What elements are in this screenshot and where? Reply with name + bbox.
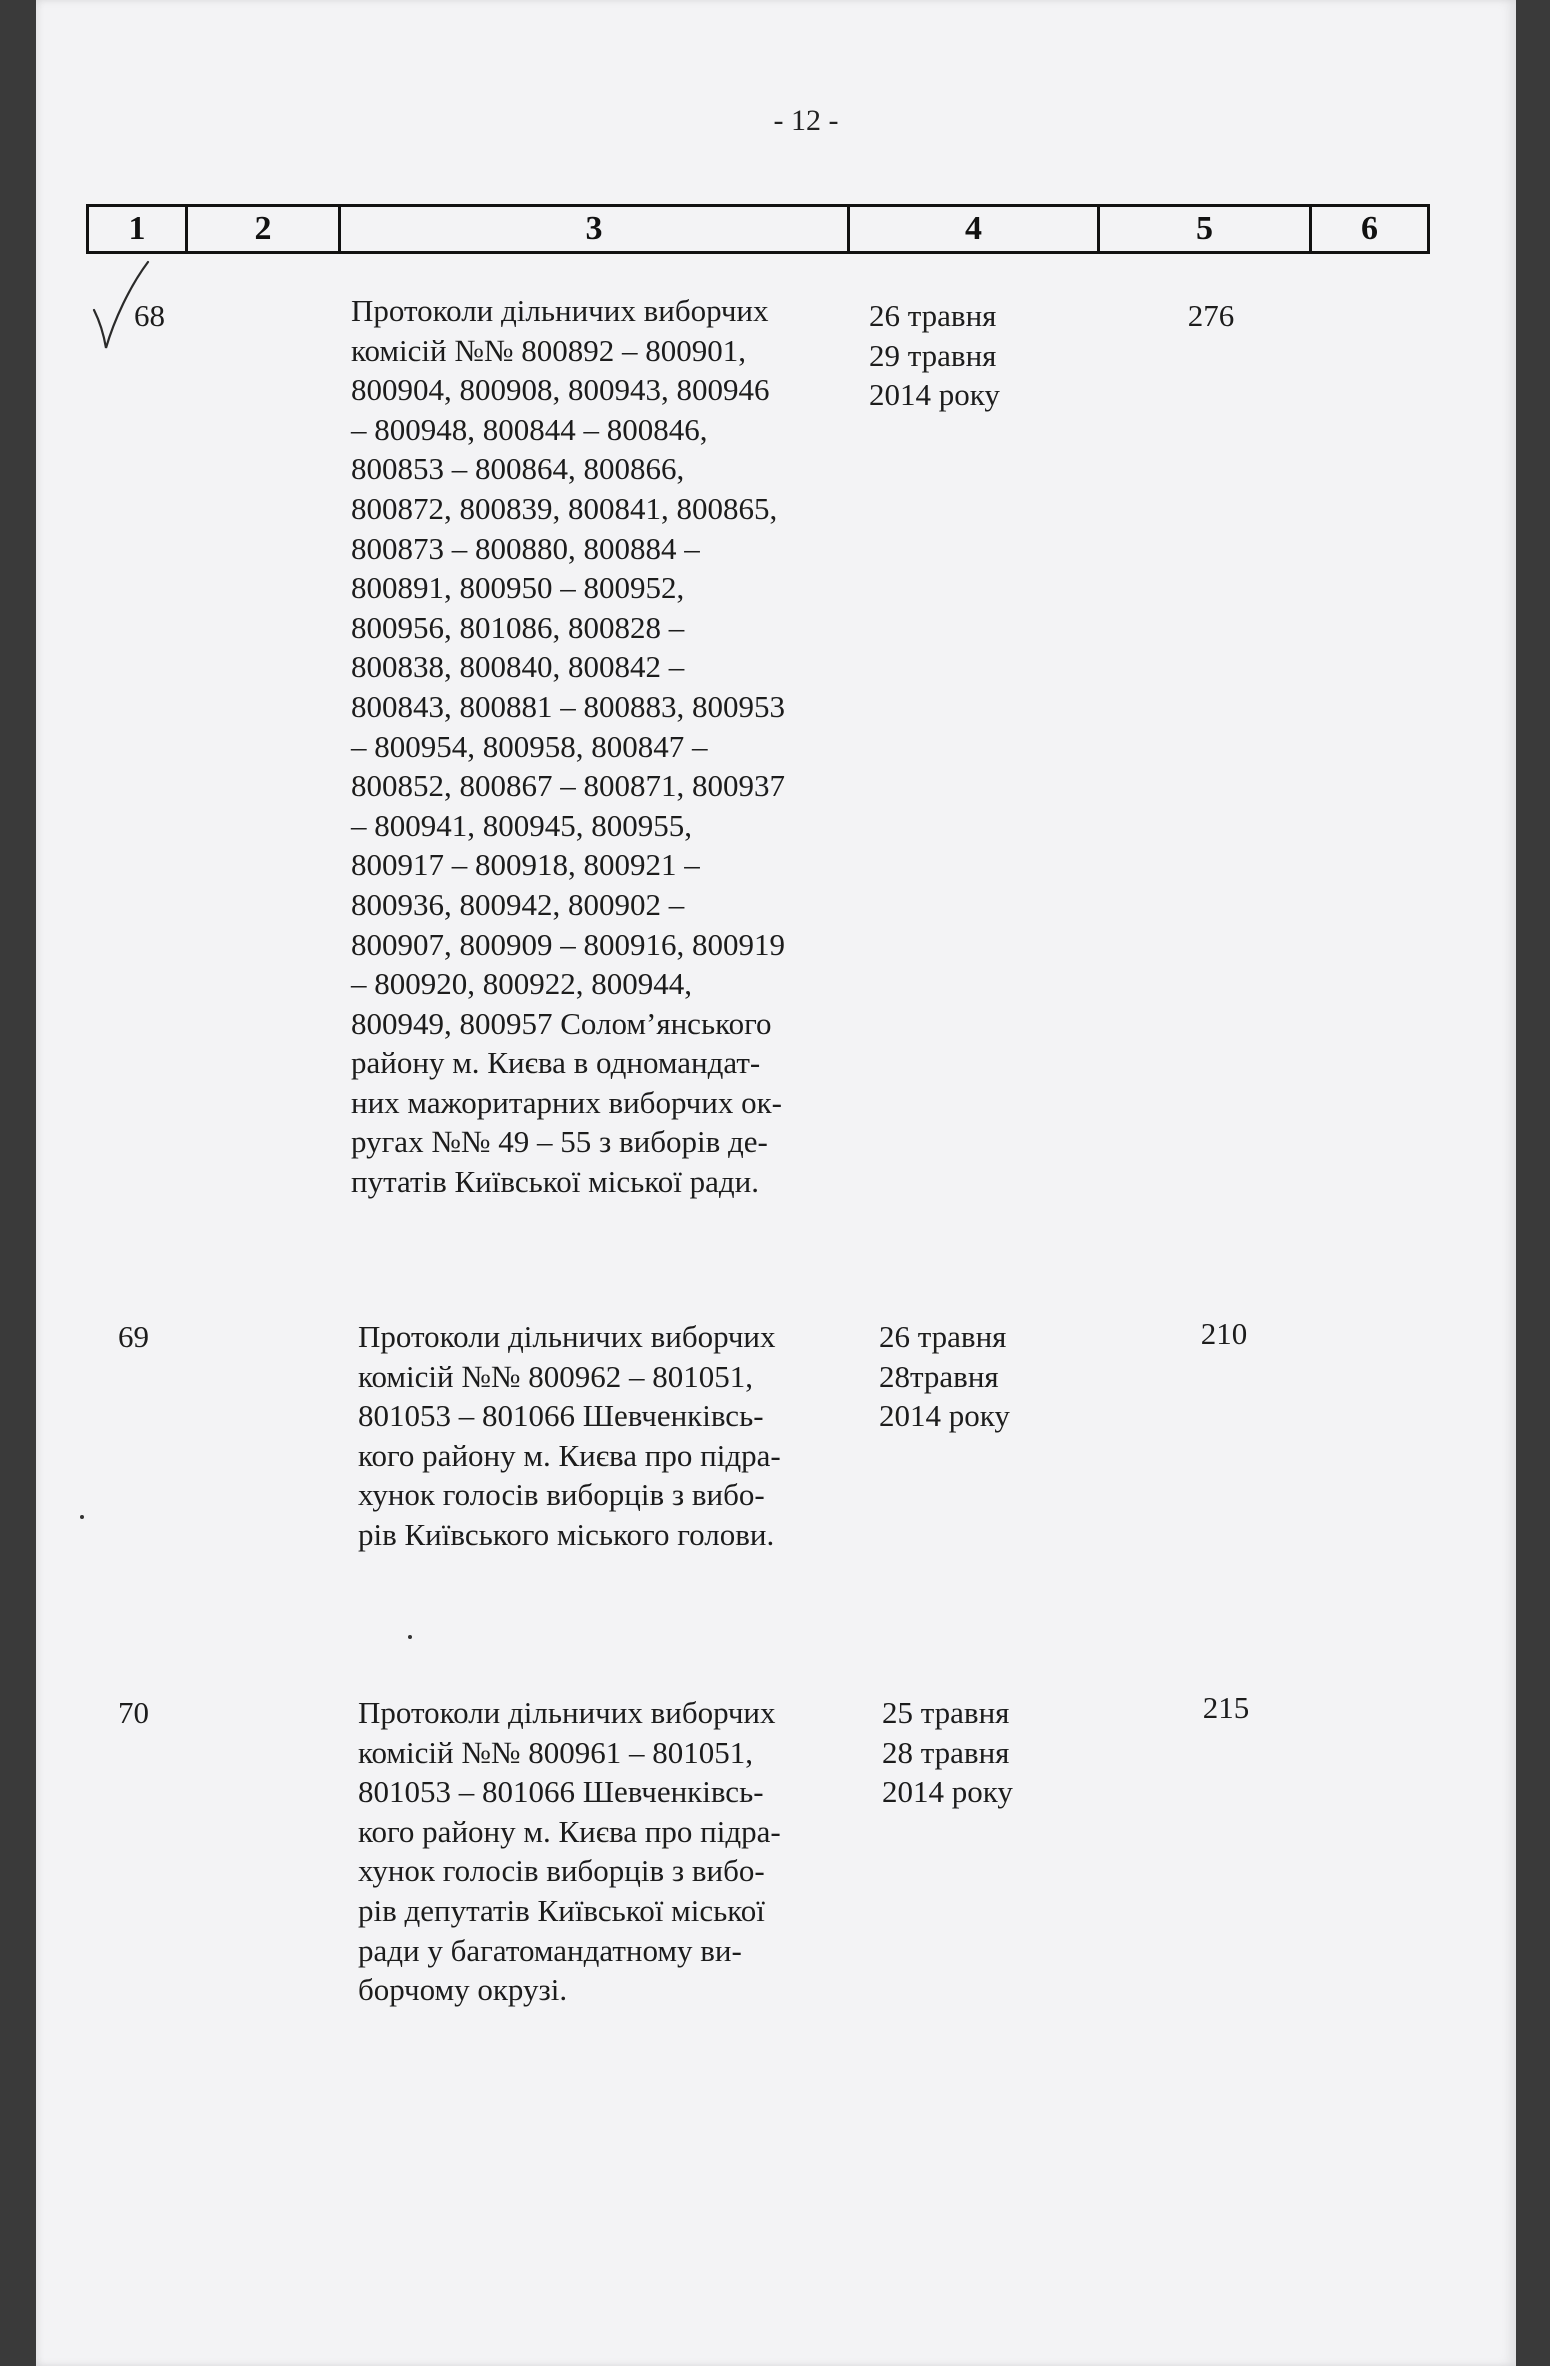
description-line: кого району м. Києва про підра- xyxy=(358,1813,781,1849)
description-line: 801053 – 801066 Шевченківсь- xyxy=(358,1774,764,1810)
row-68-number: 68 xyxy=(134,298,165,333)
column-header-5: 5 xyxy=(1100,207,1312,251)
description-line: Протоколи дільничих виборчих xyxy=(351,293,769,328)
description-line: 800949, 800957 Солом’янського xyxy=(351,1005,772,1041)
description-line: 800904, 800908, 800943, 800946 xyxy=(351,372,770,408)
column-header-3: 3 xyxy=(341,207,850,251)
description-line: 800907, 800909 – 800916, 800919 xyxy=(351,926,785,962)
document-page xyxy=(36,0,1516,2366)
description-line: 800917 – 800918, 800921 – xyxy=(351,847,700,883)
description-line: – 800941, 800945, 800955, xyxy=(351,807,692,843)
description-line: 800852, 800867 – 800871, 800937 xyxy=(351,768,785,804)
row-68-description xyxy=(351,291,871,1202)
description-line: 800891, 800950 – 800952, xyxy=(351,570,685,606)
description-line: 800956, 801086, 800828 – xyxy=(351,609,685,645)
date-line: 2014 року xyxy=(882,1774,1013,1810)
description-line: – 800954, 800958, 800847 – xyxy=(351,728,708,764)
row-69-sheets: 210 xyxy=(1200,1316,1248,1351)
description-line: 800838, 800840, 800842 – xyxy=(351,649,685,685)
description-line: району м. Києва в одномандат- xyxy=(351,1045,761,1081)
description-line: 800843, 800881 – 800883, 800953 xyxy=(351,688,785,724)
description-line: комісій №№ 800962 – 801051, xyxy=(358,1358,753,1394)
description-line: хунок голосів виборців з вибо- xyxy=(358,1477,765,1513)
description-line: хунок голосів виборців з вибо- xyxy=(358,1853,765,1889)
column-header-row xyxy=(86,204,1430,254)
row-68-sheets: 276 xyxy=(1187,298,1235,333)
row-70-dates xyxy=(882,1693,1052,1812)
column-header-6: 6 xyxy=(1361,210,1378,247)
description-line: 801053 – 801066 Шевченківсь- xyxy=(358,1398,764,1434)
scan-speck xyxy=(80,1515,84,1519)
description-line: рів Київського міського голови. xyxy=(358,1516,775,1552)
row-70-description xyxy=(358,1693,878,2010)
description-line: них мажоритарних виборчих ок- xyxy=(351,1084,782,1120)
description-line: 800873 – 800880, 800884 – xyxy=(351,530,700,566)
date-line: 26 травня xyxy=(869,298,997,333)
description-line: ругах №№ 49 – 55 з виборів де- xyxy=(351,1124,768,1160)
row-68-dates xyxy=(869,296,1039,415)
row-70-number: 70 xyxy=(118,1695,149,1730)
column-header-4: 4 xyxy=(850,207,1100,251)
description-line: 800872, 800839, 800841, 800865, xyxy=(351,490,778,526)
page-number: - 12 - xyxy=(773,104,839,137)
date-line: 26 травня xyxy=(879,1319,1007,1354)
row-69-description xyxy=(358,1317,878,1555)
date-line: 2014 року xyxy=(879,1398,1010,1434)
description-line: 800853 – 800864, 800866, xyxy=(351,451,685,487)
row-69-dates xyxy=(879,1317,1049,1436)
description-line: комісій №№ 800892 – 800901, xyxy=(351,332,746,368)
description-line: борчому окрузі. xyxy=(358,1972,568,2008)
scan-speck xyxy=(408,1635,412,1639)
column-header-1: 1 xyxy=(89,207,188,251)
description-line: Протоколи дільничих виборчих xyxy=(358,1319,776,1354)
description-line: кого району м. Києва про підра- xyxy=(358,1437,781,1473)
date-line: 25 травня xyxy=(882,1695,1010,1730)
date-line: 29 травня xyxy=(869,337,997,373)
date-line: 28 травня xyxy=(882,1734,1010,1770)
description-line: рів депутатів Київської міської xyxy=(358,1892,765,1928)
date-line: 28травня xyxy=(879,1358,999,1394)
description-line: 800936, 800942, 800902 – xyxy=(351,886,685,922)
description-line: комісій №№ 800961 – 801051, xyxy=(358,1734,753,1770)
date-line: 2014 року xyxy=(869,377,1000,413)
row-69-number: 69 xyxy=(118,1319,149,1354)
description-line: ради у багатомандатному ви- xyxy=(358,1932,742,1968)
description-line: путатів Київської міської ради. xyxy=(351,1164,759,1200)
description-line: Протоколи дільничих виборчих xyxy=(358,1695,776,1730)
description-line: – 800920, 800922, 800944, xyxy=(351,966,692,1002)
row-70-sheets: 215 xyxy=(1202,1690,1250,1725)
description-line: – 800948, 800844 – 800846, xyxy=(351,411,708,447)
column-header-2: 2 xyxy=(188,207,341,251)
